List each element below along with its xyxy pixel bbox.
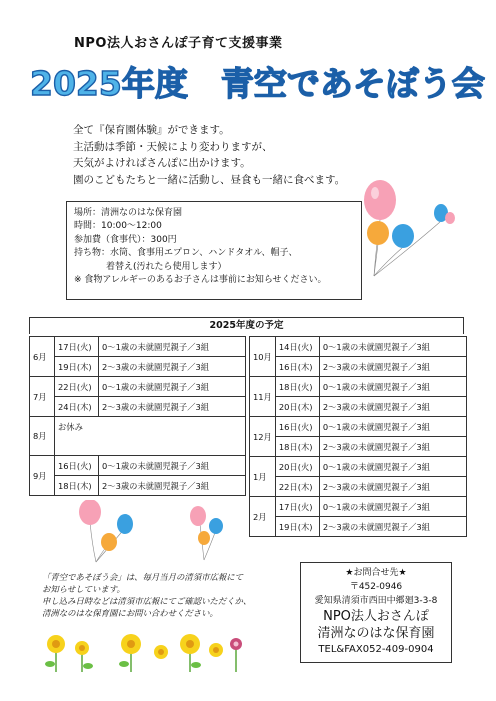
- holiday-cell: [55, 417, 246, 456]
- info-allergy: ※ 食物アレルギーのあるお子さんは事前にお知らせください。: [74, 275, 327, 286]
- yellow-flower: [154, 645, 168, 659]
- month-cell: 11月: [250, 377, 276, 417]
- month-cell: 7月: [30, 377, 55, 417]
- flowers-illustration: [38, 628, 248, 673]
- target-cell: 2～3歳の未就園児親子／3組: [319, 397, 466, 417]
- note-line: 「青空であそぼう会」は、毎月当月の清須市広報にて: [42, 572, 243, 582]
- month-cell: 9月: [30, 456, 55, 496]
- info-items: 持ち物：水筒、食事用エプロン、ハンドタオル、帽子、: [74, 248, 298, 259]
- note-line: 申し込み日時などは清須市広報にてご確認いただくか、: [42, 596, 252, 606]
- intro-line: 全て『保育園体験』ができます。: [73, 124, 230, 136]
- target-cell: 0～1歳の未就園児親子／3組: [319, 497, 466, 517]
- date-cell: 14日(火): [275, 337, 319, 357]
- table-row: [250, 437, 467, 457]
- target-cell: 2～3歳の未就園児親子／3組: [319, 477, 466, 497]
- table-row: [250, 417, 467, 437]
- blue-balloon: [209, 518, 223, 534]
- yellow-flower: [121, 634, 141, 654]
- contact-tel: TEL&FAX052-409-0904: [318, 644, 434, 655]
- month-cell: 8月: [30, 417, 55, 456]
- target-cell: 0～1歳の未就園児親子／3組: [99, 377, 246, 397]
- contact-info: [300, 566, 452, 657]
- date-cell: 16日(火): [55, 456, 99, 476]
- yellow-flower: [209, 643, 223, 657]
- date-cell: 17日(火): [275, 497, 319, 517]
- target-cell: 0～1歳の未就園児親子／3組: [319, 457, 466, 477]
- table-row: [250, 397, 467, 417]
- note-line: お知らせしています。: [42, 584, 125, 594]
- target-cell: 0～1歳の未就園児親子／3組: [99, 456, 246, 476]
- table-row: [30, 417, 246, 456]
- target-cell: 0～1歳の未就園児親子／3組: [319, 377, 466, 397]
- intro-text: [73, 122, 345, 188]
- blue-balloon: [392, 224, 414, 248]
- holiday-label: お休み: [58, 422, 83, 432]
- blue-balloon: [117, 514, 133, 534]
- schedule-table-right: [249, 336, 467, 537]
- target-cell: 2～3歳の未就園児親子／3組: [99, 397, 246, 417]
- date-cell: 17日(火): [55, 337, 99, 357]
- balloons-illustration-middle: [70, 500, 240, 565]
- date-cell: 20日(火): [275, 457, 319, 477]
- pink-flower: [230, 638, 242, 650]
- yellow-flower: [75, 641, 89, 655]
- orange-balloon: [367, 221, 389, 245]
- target-cell: 2～3歳の未就園児親子／3組: [99, 357, 246, 377]
- main-title: 2025年度 青空であそぼう会: [30, 64, 485, 103]
- note-line: 清洲なのはな保育園にお問い合わせください。: [42, 608, 218, 618]
- table-row: [250, 337, 467, 357]
- date-cell: 18日(木): [55, 476, 99, 496]
- contact-nursery: 清洲なのはな保育園: [317, 626, 435, 641]
- date-cell: 19日(木): [275, 517, 319, 537]
- table-row: [250, 457, 467, 477]
- date-cell: 24日(木): [55, 397, 99, 417]
- info-fee: 参加費（食事代）：300円: [74, 234, 177, 245]
- target-cell: 0～1歳の未就園児親子／3組: [99, 337, 246, 357]
- table-row: [30, 456, 246, 476]
- date-cell: 22日(火): [55, 377, 99, 397]
- intro-line: 園のこどもたちと一緒に活動し、昼食も一緒に食べます。: [73, 173, 346, 186]
- month-cell: 2月: [250, 497, 276, 537]
- contact-heading: ★お問合せ先★: [345, 568, 407, 578]
- info-items-2: 着替え(汚れたら使用します）: [106, 261, 227, 272]
- date-cell: 20日(木): [275, 397, 319, 417]
- month-cell: 6月: [30, 337, 55, 377]
- month-cell: 1月: [250, 457, 276, 497]
- contact-org: NPO法人おさんぽ: [323, 609, 429, 624]
- date-cell: 19日(木): [55, 357, 99, 377]
- table-row: [250, 357, 467, 377]
- info-place: 場所：清洲なのはな保育園: [74, 208, 183, 218]
- contact-zip: 〒452-0946: [349, 582, 403, 592]
- leaves: [45, 661, 201, 669]
- date-cell: 18日(木): [275, 437, 319, 457]
- pink-balloon: [79, 500, 101, 525]
- target-cell: 2～3歳の未就園児親子／3組: [99, 476, 246, 496]
- table-row: [30, 476, 246, 496]
- orange-balloon: [198, 531, 210, 545]
- note-text: [42, 571, 251, 619]
- pink-balloon: [364, 180, 396, 220]
- table-row: [250, 497, 467, 517]
- yellow-flower: [47, 635, 65, 653]
- date-cell: 16日(木): [275, 357, 319, 377]
- schedule-table-left: [29, 336, 246, 496]
- table-row: [250, 477, 467, 497]
- date-cell: 16日(火): [275, 417, 319, 437]
- intro-line: 天気がよければさんぽに出かけます。: [73, 157, 251, 169]
- orange-balloon: [101, 533, 117, 551]
- month-cell: 10月: [250, 337, 276, 377]
- month-cell: 12月: [250, 417, 276, 457]
- yellow-flower: [180, 634, 200, 654]
- intro-line: 主活動は季節・天候により変わりますが、: [73, 140, 273, 153]
- organization-title: NPO法人おさんぽ子育て支援事業: [74, 36, 283, 51]
- date-cell: 18日(火): [275, 377, 319, 397]
- target-cell: 2～3歳の未就園児親子／3組: [319, 517, 466, 537]
- target-cell: 2～3歳の未就園児親子／3組: [319, 357, 466, 377]
- table-row: [250, 517, 467, 537]
- table-row: [30, 357, 246, 377]
- pink-balloon: [190, 506, 206, 526]
- table-row: [30, 377, 246, 397]
- schedule-title: 2025年度の予定: [29, 317, 464, 334]
- target-cell: 0～1歳の未就園児親子／3組: [319, 337, 466, 357]
- table-row: [30, 397, 246, 417]
- info-time: 時間：10:00～12:00: [74, 221, 162, 232]
- small-pink-balloon: [445, 212, 455, 224]
- table-row: [30, 337, 246, 357]
- contact-address: 愛知県清須市西田中郷廻3-3-8: [314, 596, 438, 606]
- date-cell: 22日(木): [275, 477, 319, 497]
- table-row: [250, 377, 467, 397]
- target-cell: 0～1歳の未就園児親子／3組: [319, 417, 466, 437]
- info-text: [74, 207, 327, 287]
- target-cell: 2～3歳の未就園児親子／3組: [319, 437, 466, 457]
